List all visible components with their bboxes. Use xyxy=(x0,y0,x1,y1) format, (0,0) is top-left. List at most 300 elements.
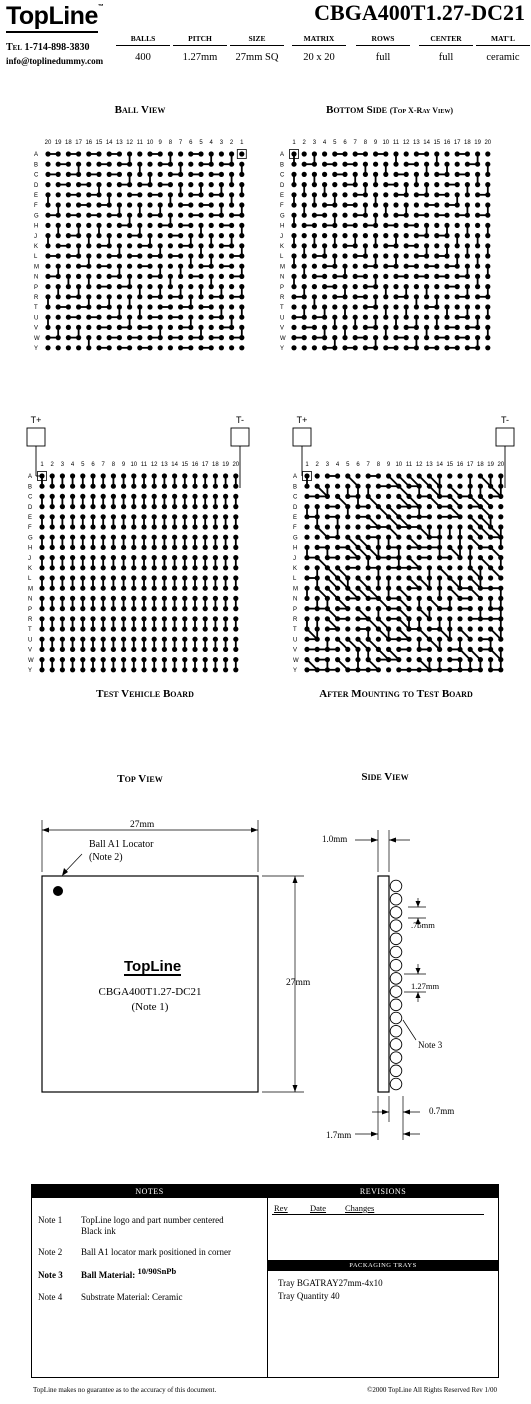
ball xyxy=(90,657,95,662)
ball xyxy=(332,233,337,238)
ball xyxy=(386,616,391,621)
ball xyxy=(101,473,106,478)
ball xyxy=(219,335,224,340)
ball xyxy=(373,233,378,238)
ball xyxy=(66,182,71,187)
ball xyxy=(437,565,442,570)
ball xyxy=(188,223,193,228)
ball xyxy=(406,484,411,489)
ball xyxy=(45,264,50,269)
ball xyxy=(457,586,462,591)
ball xyxy=(498,596,503,601)
title-side-view: Side View xyxy=(361,771,409,783)
ball xyxy=(203,494,208,499)
ball xyxy=(111,667,116,672)
ball xyxy=(158,162,163,167)
ball xyxy=(50,494,55,499)
ball xyxy=(209,202,214,207)
after-mount-row-label: R xyxy=(293,617,298,623)
ball xyxy=(434,151,439,156)
ball xyxy=(121,657,126,662)
ball xyxy=(209,304,214,309)
ball xyxy=(325,657,330,662)
ball xyxy=(335,606,340,611)
ball xyxy=(322,345,327,350)
ball xyxy=(457,473,462,478)
ball xyxy=(66,294,71,299)
ball xyxy=(447,586,452,591)
ball xyxy=(406,586,411,591)
ball xyxy=(353,335,358,340)
ball xyxy=(406,514,411,519)
ball xyxy=(172,555,177,560)
bottom-side-row-label: N xyxy=(280,274,285,281)
ball xyxy=(111,657,116,662)
ball xyxy=(437,667,442,672)
ball xyxy=(406,545,411,550)
ball xyxy=(345,596,350,601)
ball xyxy=(219,304,224,309)
ball xyxy=(355,657,360,662)
ball xyxy=(147,202,152,207)
ball xyxy=(131,637,136,642)
ball xyxy=(141,637,146,642)
ball xyxy=(434,294,439,299)
ball xyxy=(76,264,81,269)
bottom-side-row-label: W xyxy=(280,335,286,342)
ball xyxy=(393,162,398,167)
ball xyxy=(39,484,44,489)
ball xyxy=(291,345,296,350)
after-mount-col-label: 2 xyxy=(315,462,319,468)
ball xyxy=(468,504,473,509)
topline-logo: TopLine™ xyxy=(6,2,104,30)
ball xyxy=(80,535,85,540)
ball xyxy=(424,213,429,218)
ball xyxy=(121,616,126,621)
ball xyxy=(465,233,470,238)
ball xyxy=(141,535,146,540)
ball xyxy=(342,243,347,248)
ball xyxy=(39,545,44,550)
ball xyxy=(373,274,378,279)
ball xyxy=(455,325,460,330)
ball xyxy=(475,335,480,340)
ball xyxy=(383,213,388,218)
ball xyxy=(90,586,95,591)
ball xyxy=(76,213,81,218)
ball xyxy=(152,473,157,478)
ball xyxy=(121,545,126,550)
test-vehicle-row-label: L xyxy=(28,576,32,583)
ball-view-row-label: U xyxy=(34,315,39,322)
bottom-side-row-label: T xyxy=(280,305,284,312)
ball xyxy=(312,274,317,279)
ball-view-row-label: K xyxy=(34,244,39,250)
ball xyxy=(66,243,71,248)
ball xyxy=(393,243,398,248)
ball xyxy=(188,335,193,340)
ball xyxy=(66,202,71,207)
ball xyxy=(414,304,419,309)
ball xyxy=(363,253,368,258)
ball xyxy=(396,657,401,662)
ball xyxy=(39,514,44,519)
ball xyxy=(70,667,75,672)
ball xyxy=(229,182,234,187)
ball xyxy=(127,325,132,330)
ball xyxy=(121,535,126,540)
ball xyxy=(291,284,296,289)
ball xyxy=(414,274,419,279)
ball xyxy=(417,473,422,478)
ball xyxy=(302,151,307,156)
ball xyxy=(101,504,106,509)
ball xyxy=(376,473,381,478)
ball xyxy=(427,647,432,652)
spec-value: 1.27mm xyxy=(182,52,218,63)
ball xyxy=(383,192,388,197)
after-mount-col-label: 10 xyxy=(395,462,403,468)
ball xyxy=(386,555,391,560)
ball xyxy=(90,647,95,652)
ball xyxy=(396,494,401,499)
ball xyxy=(107,284,112,289)
ball xyxy=(424,202,429,207)
ball xyxy=(406,626,411,631)
ball xyxy=(107,223,112,228)
ball xyxy=(366,545,371,550)
ball xyxy=(353,274,358,279)
ball xyxy=(312,243,317,248)
ball xyxy=(203,586,208,591)
ball xyxy=(127,243,132,248)
ball xyxy=(437,616,442,621)
ball xyxy=(304,606,309,611)
ball xyxy=(475,315,480,320)
ball xyxy=(427,575,432,580)
ball xyxy=(96,192,101,197)
ball xyxy=(76,345,81,350)
test-vehicle-row-label: N xyxy=(28,596,33,603)
ball xyxy=(107,315,112,320)
ball xyxy=(117,264,122,269)
ball xyxy=(427,667,432,672)
ball xyxy=(465,162,470,167)
ball xyxy=(424,274,429,279)
ball xyxy=(152,626,157,631)
bottom-side-col-label: 20 xyxy=(484,140,492,146)
ball xyxy=(152,494,157,499)
ball xyxy=(233,667,238,672)
ball xyxy=(386,535,391,540)
ball xyxy=(424,325,429,330)
ball-view-row-label: T xyxy=(34,305,38,312)
after-mount-row-label: G xyxy=(293,535,298,542)
ball xyxy=(417,545,422,550)
ball xyxy=(66,213,71,218)
ball xyxy=(162,596,167,601)
ball xyxy=(366,514,371,519)
ball xyxy=(322,202,327,207)
ball xyxy=(468,586,473,591)
ball xyxy=(498,514,503,519)
ball xyxy=(162,545,167,550)
ball xyxy=(366,667,371,672)
ball xyxy=(353,192,358,197)
ball xyxy=(315,586,320,591)
ball xyxy=(90,667,95,672)
ball xyxy=(203,606,208,611)
ball xyxy=(131,596,136,601)
ball xyxy=(131,473,136,478)
bottom-side-row-label: M xyxy=(280,264,285,271)
ball xyxy=(475,192,480,197)
ball xyxy=(39,535,44,540)
ball xyxy=(376,606,381,611)
ball xyxy=(302,182,307,187)
ball xyxy=(101,575,106,580)
ball xyxy=(172,647,177,652)
ball xyxy=(219,345,224,350)
ball xyxy=(498,545,503,550)
ball xyxy=(66,223,71,228)
ball xyxy=(478,514,483,519)
ball xyxy=(383,202,388,207)
ball xyxy=(342,151,347,156)
ball xyxy=(404,172,409,177)
ball xyxy=(76,192,81,197)
ball xyxy=(424,264,429,269)
ball xyxy=(66,192,71,197)
after-mount-row-label: J xyxy=(293,555,296,562)
bottom-side-col-label: 14 xyxy=(423,140,430,146)
note-2-num: Note 2 xyxy=(38,1247,63,1257)
ball xyxy=(172,473,177,478)
ball xyxy=(172,524,177,529)
ball xyxy=(50,545,55,550)
ball xyxy=(465,264,470,269)
ball xyxy=(70,575,75,580)
ball xyxy=(342,294,347,299)
ball xyxy=(45,213,50,218)
ball xyxy=(80,504,85,509)
ball-view-row-label: R xyxy=(34,295,39,301)
ball-view-row-label: B xyxy=(34,162,39,169)
ball xyxy=(45,192,50,197)
ball xyxy=(70,626,75,631)
ball xyxy=(386,484,391,489)
ball xyxy=(66,264,71,269)
ball xyxy=(427,473,432,478)
ball xyxy=(223,616,228,621)
ball xyxy=(404,162,409,167)
ball xyxy=(465,223,470,228)
ball xyxy=(56,284,61,289)
ball xyxy=(213,667,218,672)
ball xyxy=(465,304,470,309)
ball xyxy=(455,213,460,218)
ball xyxy=(137,172,142,177)
ball xyxy=(56,345,61,350)
ball xyxy=(219,202,224,207)
ball xyxy=(302,223,307,228)
after-mount-row-label: Y xyxy=(293,668,298,674)
ball xyxy=(434,172,439,177)
ball xyxy=(342,284,347,289)
test-vehicle-row-label: V xyxy=(28,647,33,654)
ball xyxy=(455,304,460,309)
ball xyxy=(457,484,462,489)
ball xyxy=(366,575,371,580)
ball xyxy=(90,545,95,550)
ball xyxy=(465,182,470,187)
ball xyxy=(96,294,101,299)
ball xyxy=(168,284,173,289)
ball xyxy=(376,647,381,652)
side-ball xyxy=(390,946,402,958)
ball xyxy=(50,637,55,642)
ball xyxy=(172,504,177,509)
ball xyxy=(117,162,122,167)
ball xyxy=(335,514,340,519)
ball xyxy=(70,657,75,662)
ball xyxy=(475,284,480,289)
after-mount-col-label: 13 xyxy=(426,462,433,468)
ball xyxy=(498,637,503,642)
ball xyxy=(332,151,337,156)
ball xyxy=(498,586,503,591)
ball xyxy=(192,535,197,540)
ball xyxy=(406,575,411,580)
side-ball xyxy=(390,920,402,932)
ball xyxy=(424,315,429,320)
ball xyxy=(325,637,330,642)
ball xyxy=(332,315,337,320)
ball xyxy=(152,637,157,642)
title-ball-view: Ball View xyxy=(114,104,166,116)
ball xyxy=(60,514,65,519)
ball xyxy=(198,274,203,279)
ball xyxy=(60,535,65,540)
bottom-side-col-label: 12 xyxy=(402,140,410,146)
ball xyxy=(468,596,473,601)
ball xyxy=(485,294,490,299)
bottom-side-row-label: C xyxy=(280,172,285,179)
ball xyxy=(447,667,452,672)
ball xyxy=(137,284,142,289)
ball xyxy=(332,162,337,167)
ball xyxy=(168,223,173,228)
ball xyxy=(312,284,317,289)
ball xyxy=(198,172,203,177)
note-4-text: Substrate Material: Ceramic xyxy=(81,1292,183,1302)
ball xyxy=(121,484,126,489)
after-mount-row-label: C xyxy=(293,494,298,501)
ball xyxy=(127,213,132,218)
ball xyxy=(444,192,449,197)
ball xyxy=(147,315,152,320)
ball xyxy=(158,284,163,289)
ball xyxy=(233,647,238,652)
ball xyxy=(213,535,218,540)
ball xyxy=(172,514,177,519)
ball xyxy=(209,274,214,279)
ball xyxy=(39,575,44,580)
ball xyxy=(168,233,173,238)
ball xyxy=(427,545,432,550)
note-4-num: Note 4 xyxy=(38,1292,63,1302)
ball xyxy=(223,565,228,570)
ball xyxy=(131,514,136,519)
bottom-side-row-label: Y xyxy=(280,346,285,352)
ball xyxy=(437,606,442,611)
ball xyxy=(111,494,116,499)
ball xyxy=(417,626,422,631)
ball xyxy=(444,151,449,156)
ball xyxy=(168,304,173,309)
ball xyxy=(304,565,309,570)
ball xyxy=(127,264,132,269)
spec-label: ROWS xyxy=(356,34,410,46)
ball xyxy=(424,182,429,187)
ball xyxy=(498,504,503,509)
ball xyxy=(465,345,470,350)
ball xyxy=(424,304,429,309)
ball xyxy=(353,325,358,330)
ball xyxy=(363,345,368,350)
ball-view-row-label: V xyxy=(34,325,39,332)
ball xyxy=(80,494,85,499)
ball xyxy=(355,586,360,591)
ball xyxy=(45,243,50,248)
ball xyxy=(203,555,208,560)
revisions-header: REVISIONS xyxy=(268,1185,498,1198)
bottom-side-col-label: 7 xyxy=(353,140,357,146)
ball xyxy=(325,575,330,580)
ball xyxy=(172,494,177,499)
after-mount-col-label: 1 xyxy=(305,462,309,468)
ball xyxy=(80,616,85,621)
ball-view-row-label: H xyxy=(34,223,39,230)
ball xyxy=(393,284,398,289)
ball xyxy=(383,233,388,238)
ball xyxy=(192,545,197,550)
ball xyxy=(414,264,419,269)
ball xyxy=(447,473,452,478)
ball xyxy=(396,606,401,611)
ball xyxy=(66,233,71,238)
ball xyxy=(127,284,132,289)
ball xyxy=(50,473,55,478)
note-2-text: Ball A1 locator mark positioned in corner xyxy=(81,1247,231,1257)
ball xyxy=(417,484,422,489)
side-ball xyxy=(390,907,402,919)
ball xyxy=(188,172,193,177)
ball xyxy=(406,535,411,540)
ball xyxy=(404,182,409,187)
ball xyxy=(315,524,320,529)
ball xyxy=(325,484,330,489)
ball xyxy=(107,345,112,350)
ball xyxy=(437,637,442,642)
ball xyxy=(383,253,388,258)
ball xyxy=(457,504,462,509)
ball xyxy=(178,233,183,238)
ball xyxy=(203,575,208,580)
ball xyxy=(322,233,327,238)
ball xyxy=(322,335,327,340)
